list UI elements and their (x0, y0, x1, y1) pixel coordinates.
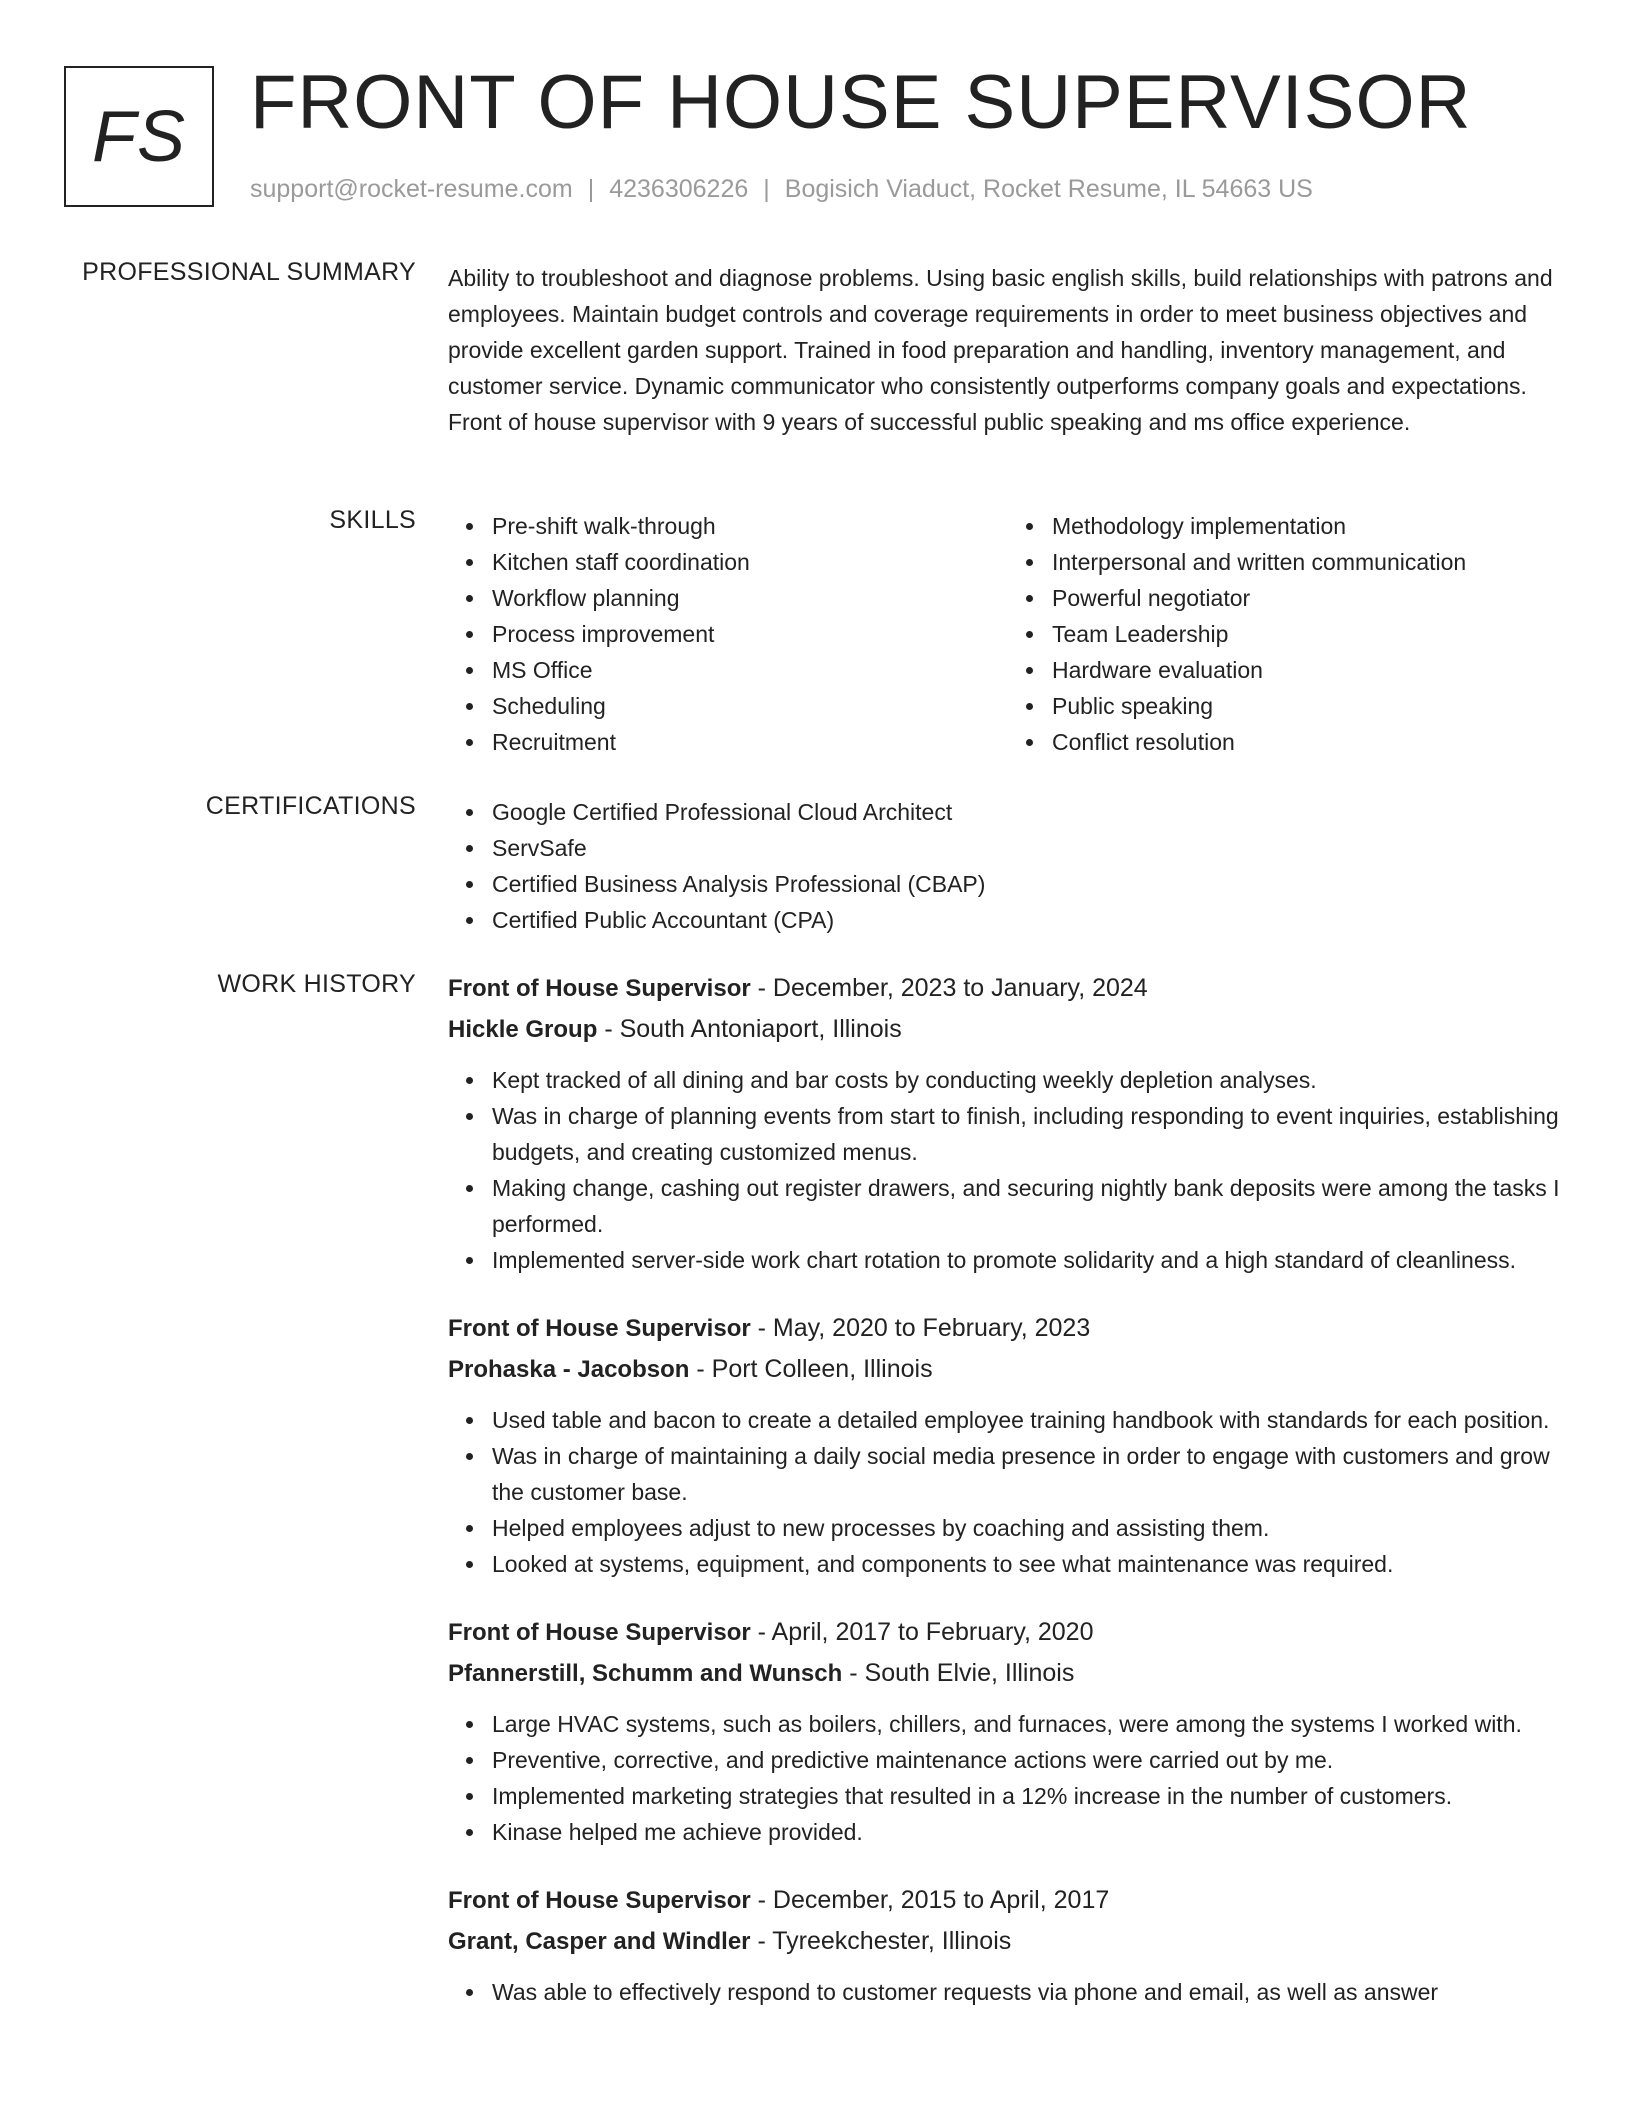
job-bullet: Helped employees adjust to new processes by coaching and assisting them. (492, 1510, 1568, 1546)
section-label-work-history: WORK HISTORY (217, 970, 416, 998)
job-title-line (448, 1612, 1568, 1653)
skill-item: Pre-shift walk-through (492, 508, 1008, 544)
job-entry (448, 1308, 1568, 1582)
section-label-certifications: CERTIFICATIONS (205, 792, 416, 820)
skills-grid (448, 508, 1568, 760)
skill-item: Team Leadership (1052, 616, 1568, 652)
job-title: Front of House Supervisor (448, 1619, 751, 1646)
monogram-badge (64, 66, 214, 207)
skill-item: Conflict resolution (1052, 724, 1568, 760)
section-label-skills: SKILLS (329, 506, 416, 534)
job-company: Grant, Casper and Windler (448, 1928, 751, 1955)
job-bullet: Kept tracked of all dining and bar costs by conducting weekly depletion analyses. (492, 1062, 1568, 1098)
skill-item: Workflow planning (492, 580, 1008, 616)
job-location: - South Elvie, Illinois (842, 1659, 1075, 1687)
job-bullet: Implemented server-side work chart rotation to promote solidarity and a high standard of cleanliness. (492, 1242, 1568, 1278)
certification-item: ServSafe (492, 830, 1568, 866)
job-dates: - December, 2023 to January, 2024 (750, 974, 1148, 1002)
job-bullet: Looked at systems, equipment, and components to see what maintenance was required. (492, 1546, 1568, 1582)
job-company: Hickle Group (448, 1016, 598, 1043)
job-company-line (448, 1921, 1568, 1962)
job-bullet: Used table and bacon to create a detailed employee training handbook with standards for each position. (492, 1402, 1568, 1438)
job-company-line (448, 1349, 1568, 1390)
certifications-list (448, 794, 1568, 938)
skill-item: Kitchen staff coordination (492, 544, 1008, 580)
certification-item: Certified Business Analysis Professional (CBAP) (492, 866, 1568, 902)
skill-item: Scheduling (492, 688, 1008, 724)
skill-item: MS Office (492, 652, 1008, 688)
job-location: - South Antoniaport, Illinois (597, 1015, 902, 1043)
contact-separator: | (763, 175, 770, 203)
job-bullet: Making change, cashing out register drawers, and securing nightly bank deposits were among the tasks I performed. (492, 1170, 1568, 1242)
job-entry (448, 1612, 1568, 1850)
certification-item: Google Certified Professional Cloud Architect (492, 794, 1568, 830)
job-bullets (448, 1402, 1568, 1582)
certification-item: Certified Public Accountant (CPA) (492, 902, 1568, 938)
job-bullet: Implemented marketing strategies that resulted in a 12% increase in the number of customers. (492, 1778, 1568, 1814)
contact-phone[interactable]: 4236306226 (609, 175, 749, 203)
job-bullet: Was in charge of maintaining a daily social media presence in order to engage with customers and grow the customer base. (492, 1438, 1568, 1510)
skill-item: Public speaking (1052, 688, 1568, 724)
job-bullet: Was in charge of planning events from start to finish, including responding to event inquiries, establishing budgets, and creating customized menus. (492, 1098, 1568, 1170)
contact-line (250, 175, 1313, 204)
resume-title: FRONT OF HOUSE SUPERVISOR (250, 60, 1472, 145)
job-company: Prohaska - Jacobson (448, 1356, 690, 1383)
skill-item: Powerful negotiator (1052, 580, 1568, 616)
skill-item: Hardware evaluation (1052, 652, 1568, 688)
job-bullets (448, 1062, 1568, 1278)
job-bullet: Preventive, corrective, and predictive maintenance actions were carried out by me. (492, 1742, 1568, 1778)
summary-text: Ability to troubleshoot and diagnose problems. Using basic english skills, build relationships with patrons and employees. Maintain budget controls and coverage requirements in order to meet business objectives and provide excellent garden support. Trained in food preparation and handling, inventory management, and customer service. Dynamic communicator who consistently outperforms company goals and expectations. Front of house supervisor with 9 years of successful public speaking and ms office experience. (448, 265, 1553, 435)
job-title: Front of House Supervisor (448, 975, 751, 1002)
job-entry (448, 1880, 1568, 2010)
job-dates: - April, 2017 to February, 2020 (750, 1618, 1094, 1646)
skill-item: Methodology implementation (1052, 508, 1568, 544)
job-company-line (448, 1009, 1568, 1050)
monogram-initials: FS (91, 96, 186, 177)
job-bullet: Was able to effectively respond to customer requests via phone and email, as well as answer (492, 1974, 1568, 2010)
job-company-line (448, 1653, 1568, 1694)
contact-address: Bogisich Viaduct, Rocket Resume, IL 54663 US (784, 175, 1313, 203)
job-bullet: Kinase helped me achieve provided. (492, 1814, 1568, 1850)
job-bullets (448, 1974, 1568, 2010)
skill-item: Process improvement (492, 616, 1008, 652)
job-title-line (448, 968, 1568, 1009)
job-dates: - December, 2015 to April, 2017 (750, 1886, 1110, 1914)
job-dates: - May, 2020 to February, 2023 (750, 1314, 1091, 1342)
section-label-summary: PROFESSIONAL SUMMARY (82, 258, 416, 286)
job-title: Front of House Supervisor (448, 1887, 751, 1914)
skill-item: Recruitment (492, 724, 1008, 760)
job-title-line (448, 1308, 1568, 1349)
skills-list-left (448, 508, 1008, 760)
job-location: - Tyreekchester, Illinois (750, 1927, 1012, 1955)
job-bullet: Large HVAC systems, such as boilers, chillers, and furnaces, were among the systems I worked with. (492, 1706, 1568, 1742)
contact-email[interactable]: support@rocket-resume.com (250, 175, 573, 203)
job-bullets (448, 1706, 1568, 1850)
skills-list-right (1008, 508, 1568, 760)
contact-separator: | (587, 175, 595, 203)
job-company: Pfannerstill, Schumm and Wunsch (448, 1660, 843, 1687)
skill-item: Interpersonal and written communication (1052, 544, 1568, 580)
job-title: Front of House Supervisor (448, 1315, 751, 1342)
work-history-list (448, 968, 1568, 2040)
job-entry (448, 968, 1568, 1278)
job-location: - Port Colleen, Illinois (689, 1355, 933, 1383)
job-title-line (448, 1880, 1568, 1921)
